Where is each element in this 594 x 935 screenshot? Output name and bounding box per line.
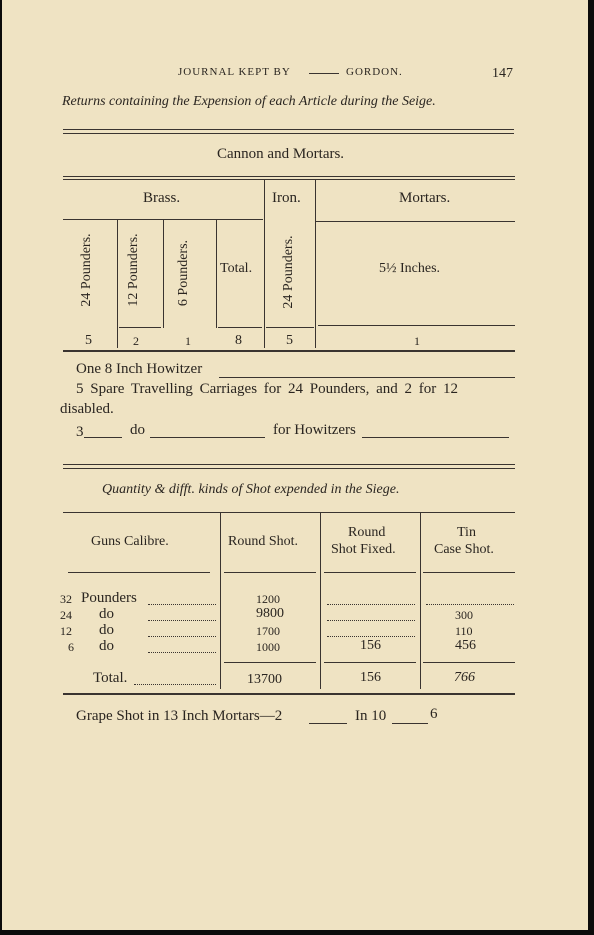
grape-in10: In 10	[355, 708, 387, 724]
t2-total-label: Total.	[93, 670, 128, 686]
t1-row-rule-b	[218, 327, 262, 328]
grape-blank	[309, 723, 347, 724]
t1-divider-iron	[264, 180, 265, 348]
note-carriages: 5 Spare Travelling Carriages for 24 Pounders, and 2 for 12	[76, 381, 459, 397]
t2-div2	[320, 513, 321, 689]
t2-head-calibre: Guns Calibre.	[91, 534, 169, 549]
note-3: 3	[76, 424, 84, 440]
t2-div3	[420, 513, 421, 689]
t2-total-tin: 766	[454, 670, 475, 685]
table1-caption: Cannon and Mortars.	[217, 146, 345, 162]
col-total: Total.	[220, 261, 253, 276]
t2-row-tin-leader	[426, 604, 514, 605]
t2-row-fixed: 156	[360, 638, 381, 653]
t2-head-fixed-1: Round	[348, 525, 386, 540]
t2-row-num: 12	[60, 624, 72, 638]
t2-row-tin: 456	[455, 638, 476, 653]
note-howitzer: One 8 Inch Howitzer	[76, 361, 203, 377]
t2-total-rule-b	[224, 662, 316, 663]
t2-row-tin: 110	[455, 624, 473, 638]
in10-blank	[392, 723, 428, 724]
t1-cell-mortar: 1	[414, 334, 420, 348]
t2-div1	[220, 513, 221, 689]
t2-total-round: 13700	[247, 672, 282, 687]
t2-row-leader	[148, 652, 216, 653]
note-howitzers-blank	[362, 437, 509, 438]
t2-top-rule2	[63, 468, 515, 469]
t2-head-fixed-2: Shot Fixed.	[331, 542, 396, 557]
t1-cell-12: 2	[133, 334, 139, 348]
page-title: Returns containing the Expension of each Article during the Seige.	[62, 94, 436, 109]
t2-row-label: Pounders	[81, 590, 137, 606]
header-dash	[309, 73, 339, 74]
book-page	[2, 0, 588, 930]
t1-divider-mortars	[315, 180, 316, 348]
t2-row-leader	[148, 636, 216, 637]
t2-row-round: 1700	[256, 624, 280, 638]
t2-row-round: 9800	[256, 606, 284, 621]
t2-total-rule-d	[423, 662, 515, 663]
t1-cell-6: 1	[185, 334, 191, 348]
t2-row-label: do	[99, 638, 114, 654]
t2-total-fixed: 156	[360, 670, 381, 685]
t1-col-div1	[117, 220, 118, 348]
t2-row-tin: 300	[455, 608, 473, 622]
col-6-pounders: 6 Pounders.	[176, 239, 191, 307]
note-for-howitzers: for Howitzers	[273, 422, 356, 438]
table1-top-rule	[63, 176, 515, 177]
col-iron-24-pounders: 24 Pounders.	[281, 235, 296, 309]
t2-total-leader	[134, 684, 216, 685]
t2-row-leader	[148, 620, 216, 621]
note-3-blank	[84, 437, 122, 438]
group-brass: Brass.	[143, 190, 181, 206]
t2-row-fixed-leader	[327, 636, 415, 637]
running-title-right: GORDON.	[346, 66, 403, 78]
note-do-blank	[150, 437, 265, 438]
t2-head-tin-2: Case Shot.	[434, 542, 494, 557]
t2-header-top-rule	[63, 512, 515, 513]
t1-col-div3	[216, 220, 217, 328]
running-title-left: JOURNAL KEPT BY	[178, 66, 291, 78]
t2-top-rule	[63, 464, 515, 465]
t1-cell-total: 8	[235, 333, 242, 348]
t1-row-rule-d	[318, 325, 515, 326]
title-rule-bottom	[63, 133, 514, 134]
t2-total-rule-c	[324, 662, 416, 663]
t2-header-rule-c	[324, 572, 416, 573]
t2-head-tin-1: Tin	[457, 525, 476, 540]
t2-row-label: do	[99, 606, 114, 622]
col-mortar-5-half: 5½ Inches.	[379, 261, 441, 276]
t1-cell-24: 5	[85, 333, 92, 348]
note-disabled: disabled.	[60, 401, 114, 417]
t1-cell-iron: 5	[286, 333, 293, 348]
t2-row-num: 24	[60, 608, 72, 622]
page-number: 147	[492, 66, 513, 81]
t1-row-rule-c	[266, 327, 314, 328]
t2-bottom-rule	[63, 693, 515, 695]
t2-header-rule-b	[224, 572, 316, 573]
t2-header-rule-a	[68, 572, 210, 573]
note-howitzer-blank	[219, 377, 515, 378]
t2-head-round: Round Shot.	[228, 534, 299, 549]
title-rule-top	[63, 129, 514, 130]
t2-row-label: do	[99, 622, 114, 638]
t2-row-round: 1200	[256, 592, 280, 606]
t2-row-leader	[148, 604, 216, 605]
col-12-pounders: 12 Pounders.	[126, 233, 141, 307]
t1-row-rule	[119, 327, 161, 328]
t1-bottom-rule	[63, 350, 515, 352]
t2-row-fixed-leader	[327, 604, 415, 605]
t2-row-num: 6	[68, 640, 74, 654]
grape-shot-line: Grape Shot in 13 Inch Mortars—2	[76, 708, 283, 724]
table1-top-rule2	[63, 179, 515, 180]
col-24-pounders: 24 Pounders.	[79, 233, 94, 307]
grape-six: 6	[430, 706, 438, 722]
t2-header-rule-d	[423, 572, 515, 573]
table2-caption: Quantity & difft. kinds of Shot expended in the Siege.	[102, 482, 400, 497]
note-do: do	[130, 422, 145, 438]
t2-row-round: 1000	[256, 640, 280, 654]
t1-col-div2	[163, 220, 164, 328]
t1-group-rule-r	[316, 221, 515, 222]
group-mortars: Mortars.	[399, 190, 451, 206]
group-iron: Iron.	[272, 190, 301, 206]
t2-row-fixed-leader	[327, 620, 415, 621]
t2-row-num: 32	[60, 592, 72, 606]
